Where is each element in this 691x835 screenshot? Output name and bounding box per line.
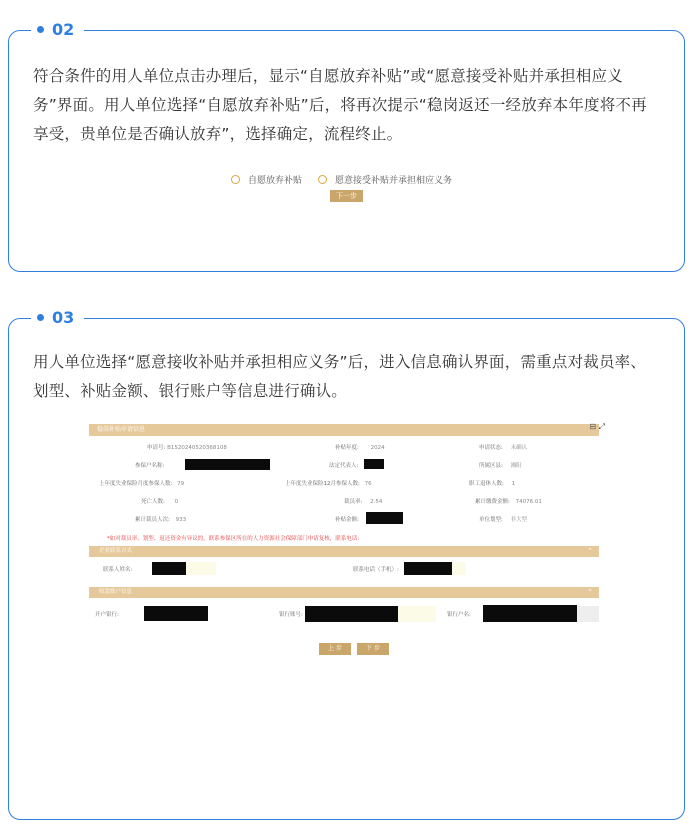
badge-dot [37,314,44,321]
redacted-account-name[interactable] [483,605,577,622]
insured-unit-field: 参保户名称: [135,463,165,469]
bank-section-bar[interactable] [89,587,599,598]
section-description: 符合条件的用人单位点击办理后，显示“自愿放弃补贴”或“愿意接受补贴并承担相应义务”界面。用人单位选择“自愿放弃补贴”后，将再次提示“稳岗返还一经放弃本年度将不再享受，贵单位是否确认放弃”，选择确定，流程终止。 [33,67,647,143]
subsidy-options [231,173,468,186]
badge-dot [37,26,44,33]
confirm-info-form [89,422,605,660]
legal-rep-field: 法定代表人: [329,463,359,469]
redacted-legal-rep [364,459,384,469]
unit-type-field: 单位划型: 非大型 [479,517,528,523]
radio-icon[interactable] [231,175,240,184]
bank-name-field: 开户银行: [95,612,119,618]
last-year-12m-field: 上年度失业保险12月参保人数: 76 [285,481,372,487]
last-year-avg-field: 上年度失业保险月度参保人数: 79 [99,481,185,487]
contact-name-input[interactable] [186,562,216,575]
objection-notice: *如对裁员率、划型、返还资金有异议的，联系参保区所在的人力资源社会保障部门申请复核，联系电话： [107,536,363,542]
prev-step-button[interactable]: 上 步 [319,643,351,655]
contact-section-title: 企业联系方式 [99,548,133,554]
contact-section-bar[interactable] [89,546,599,557]
layoff-total-field: 累计裁员人次: 933 [135,517,187,523]
account-name-input[interactable] [577,606,599,622]
section-badge [31,308,84,327]
retired-field: 职工退休人数: 1 [469,481,516,487]
account-no-field: 银行账号: [279,612,303,618]
contact-name-field: 联系人姓名: [103,567,133,573]
account-no-input[interactable] [398,606,436,622]
contact-phone-input[interactable] [452,562,466,575]
redacted-unit-name [185,459,270,470]
year-field: 补贴年度: 2024 [335,445,385,451]
option-label: 愿意接受补贴并承担相应义务 [335,176,453,186]
redacted-bank-name[interactable] [144,606,208,621]
redacted-subsidy-amount [366,512,403,524]
deaths-field: 死亡人数: 0 [141,499,179,505]
window-controls-icon[interactable]: ⊟ ⤢ [589,422,605,431]
bank-section-title: 收款账户信息 [99,589,133,595]
section-card-03 [8,308,685,820]
redacted-contact-name[interactable] [152,562,186,575]
next-step-button[interactable]: 下 步 [357,643,389,655]
section-number: 02 [52,20,75,39]
chevron-up-icon[interactable]: ⌃ [587,547,593,555]
form-title-bar [89,422,605,436]
option-label: 自愿放弃补贴 [248,176,303,186]
redacted-contact-phone[interactable] [404,562,452,575]
section-card-02 [8,20,685,272]
badge-divider [181,318,511,319]
district-field: 所属区县: 湘阳 [479,463,522,469]
section-number: 03 [52,308,75,327]
section-badge [31,20,84,39]
layoff-rate-field: 裁员率: 2.54 [344,499,383,505]
badge-divider [181,30,511,31]
form-title: 稳岗补贴申请信息 [97,426,146,433]
subsidy-amount-field: 补贴金额: [335,517,359,523]
section-description: 用人单位选择“愿意接收补贴并承担相应义务”后，进入信息确认界面，需重点对裁员率、划型、补贴金额、银行账户等信息进行确认。 [33,353,647,400]
chevron-up-icon[interactable]: ⌃ [587,588,593,596]
radio-icon[interactable] [318,175,327,184]
account-name-field: 银行户名: [447,612,471,618]
option-accept[interactable] [318,173,452,186]
total-paid-field: 累计缴费金额: 74076.01 [475,499,542,505]
apply-no-field: 申请号: B1520240520368108 [147,445,227,451]
status-field: 申请状态: 未确认 [479,445,528,451]
redacted-account-no[interactable] [305,606,398,622]
option-give-up[interactable] [231,173,302,186]
next-step-button[interactable]: 下一步 [330,190,363,202]
contact-phone-field: 联系电话（手机）: [353,567,399,573]
